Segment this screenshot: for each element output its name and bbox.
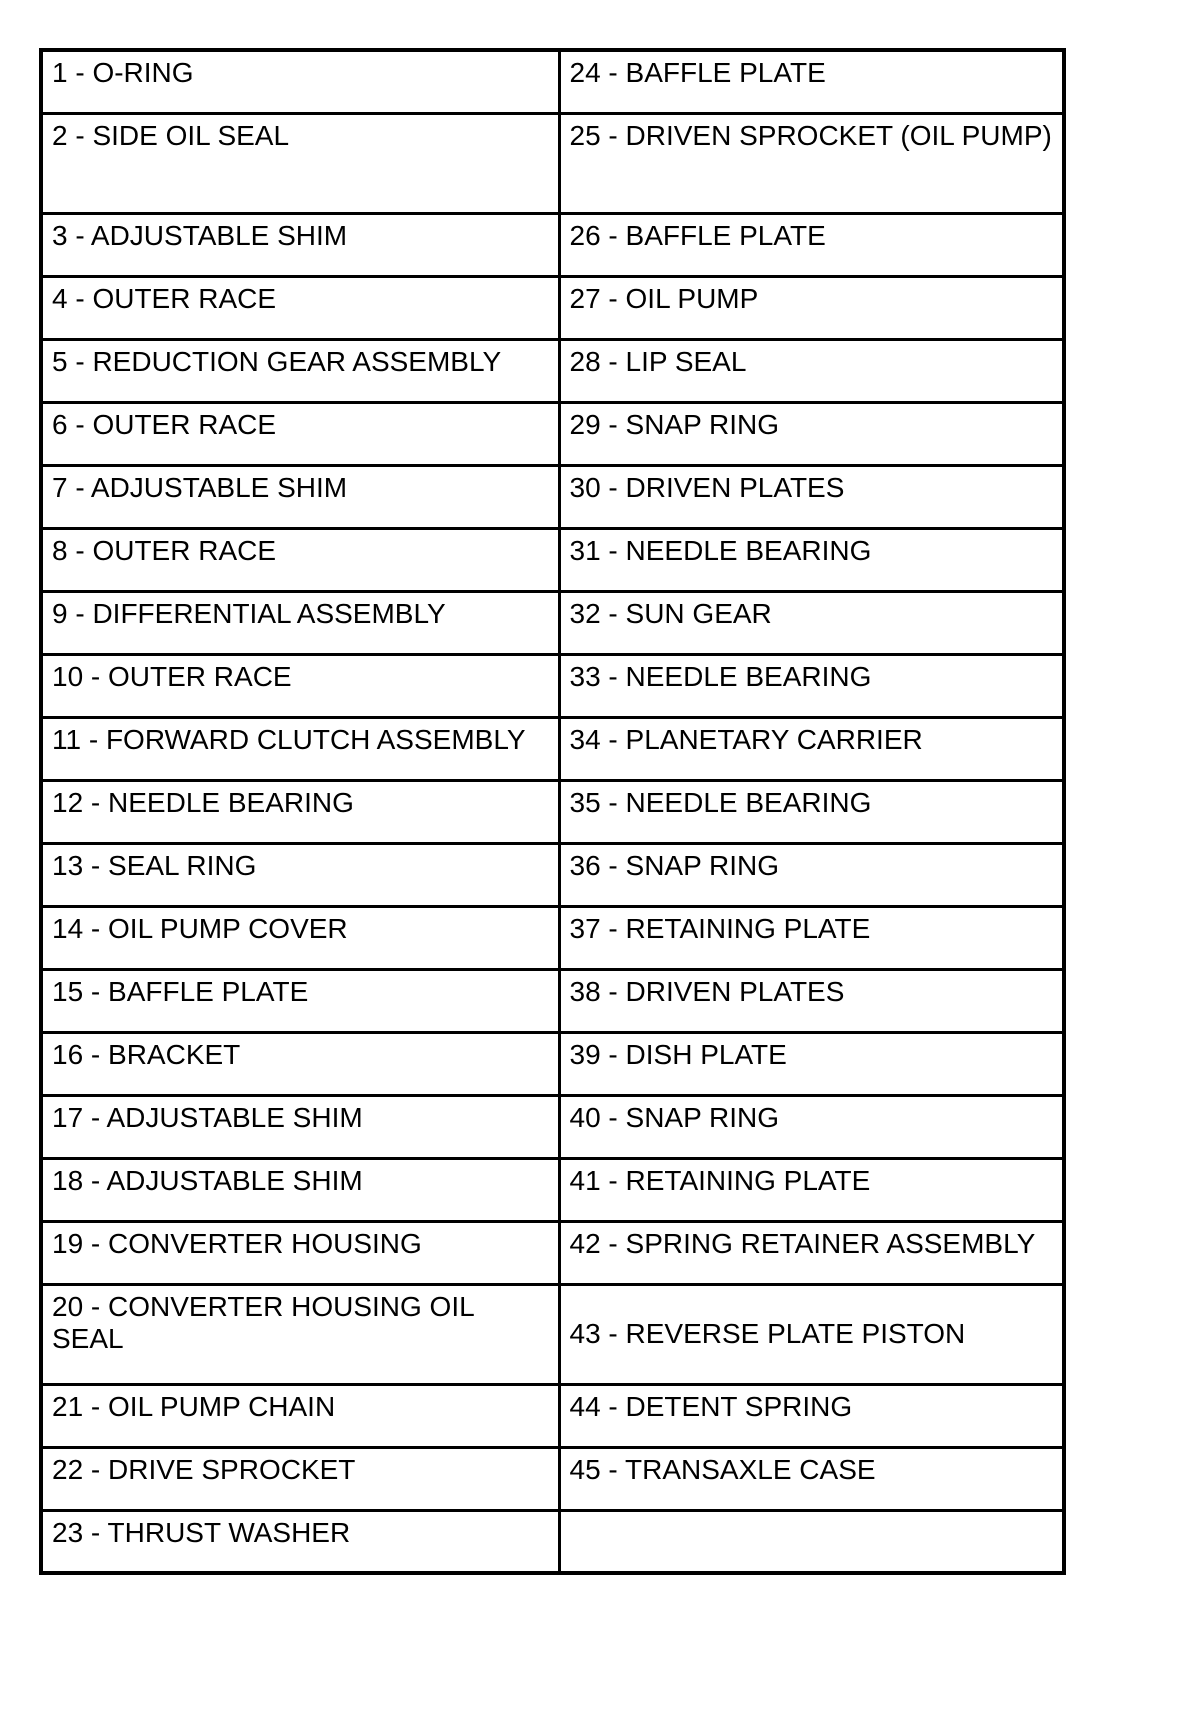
table-cell: 20 - CONVERTER HOUSING OIL SEAL	[41, 1284, 559, 1384]
table-row	[41, 717, 1064, 780]
table-row	[41, 906, 1064, 969]
table-cell: 10 - OUTER RACE	[41, 654, 559, 717]
table-row	[41, 1447, 1064, 1510]
table-cell: 12 - NEEDLE BEARING	[41, 780, 559, 843]
table-cell: 23 - THRUST WASHER	[41, 1510, 559, 1573]
table-row	[41, 402, 1064, 465]
table-cell: 28 - LIP SEAL	[559, 339, 1064, 402]
table-cell-empty	[559, 1510, 1064, 1573]
table-cell: 17 - ADJUSTABLE SHIM	[41, 1095, 559, 1158]
table-cell: 41 - RETAINING PLATE	[559, 1158, 1064, 1221]
table-cell: 35 - NEEDLE BEARING	[559, 780, 1064, 843]
table-cell: 33 - NEEDLE BEARING	[559, 654, 1064, 717]
table-cell: 13 - SEAL RING	[41, 843, 559, 906]
table-cell: 32 - SUN GEAR	[559, 591, 1064, 654]
table-cell: 42 - SPRING RETAINER ASSEMBLY	[559, 1221, 1064, 1284]
table-cell: 15 - BAFFLE PLATE	[41, 969, 559, 1032]
table-cell: 22 - DRIVE SPROCKET	[41, 1447, 559, 1510]
table-row	[41, 1221, 1064, 1284]
table-cell: 38 - DRIVEN PLATES	[559, 969, 1064, 1032]
table-cell: 2 - SIDE OIL SEAL	[41, 113, 559, 213]
table-cell: 3 - ADJUSTABLE SHIM	[41, 213, 559, 276]
table-row	[41, 969, 1064, 1032]
table-cell: 25 - DRIVEN SPROCKET (OIL PUMP)	[559, 113, 1064, 213]
table-row	[41, 276, 1064, 339]
table-cell: 24 - BAFFLE PLATE	[559, 50, 1064, 113]
table-row	[41, 213, 1064, 276]
table-cell: 16 - BRACKET	[41, 1032, 559, 1095]
table-row	[41, 780, 1064, 843]
table-row	[41, 591, 1064, 654]
table-cell: 1 - O-RING	[41, 50, 559, 113]
table-row	[41, 1095, 1064, 1158]
table-cell: 45 - TRANSAXLE CASE	[559, 1447, 1064, 1510]
table-cell: 8 - OUTER RACE	[41, 528, 559, 591]
table-row	[41, 1158, 1064, 1221]
table-cell: 5 - REDUCTION GEAR ASSEMBLY	[41, 339, 559, 402]
table-cell: 4 - OUTER RACE	[41, 276, 559, 339]
table-cell: 31 - NEEDLE BEARING	[559, 528, 1064, 591]
table-cell: 21 - OIL PUMP CHAIN	[41, 1384, 559, 1447]
table-row	[41, 113, 1064, 213]
table-row	[41, 1032, 1064, 1095]
table-cell: 39 - DISH PLATE	[559, 1032, 1064, 1095]
table-row	[41, 1510, 1064, 1573]
table-cell: 30 - DRIVEN PLATES	[559, 465, 1064, 528]
table-cell: 26 - BAFFLE PLATE	[559, 213, 1064, 276]
table-row	[41, 50, 1064, 113]
table-cell: 11 - FORWARD CLUTCH ASSEMBLY	[41, 717, 559, 780]
table-row	[41, 1384, 1064, 1447]
table-cell: 9 - DIFFERENTIAL ASSEMBLY	[41, 591, 559, 654]
table-cell: 6 - OUTER RACE	[41, 402, 559, 465]
table-row	[41, 843, 1064, 906]
table-row	[41, 465, 1064, 528]
table-cell: 34 - PLANETARY CARRIER	[559, 717, 1064, 780]
table-row	[41, 654, 1064, 717]
table-cell: 43 - REVERSE PLATE PISTON	[559, 1284, 1064, 1384]
table-cell: 7 - ADJUSTABLE SHIM	[41, 465, 559, 528]
table-cell: 40 - SNAP RING	[559, 1095, 1064, 1158]
table-cell: 37 - RETAINING PLATE	[559, 906, 1064, 969]
table-row	[41, 1284, 1064, 1384]
table-cell: 18 - ADJUSTABLE SHIM	[41, 1158, 559, 1221]
parts-legend-table	[39, 48, 1066, 1575]
table-cell: 44 - DETENT SPRING	[559, 1384, 1064, 1447]
table-row	[41, 339, 1064, 402]
table-cell: 27 - OIL PUMP	[559, 276, 1064, 339]
table-cell: 29 - SNAP RING	[559, 402, 1064, 465]
table-cell: 14 - OIL PUMP COVER	[41, 906, 559, 969]
table-cell: 19 - CONVERTER HOUSING	[41, 1221, 559, 1284]
table-row	[41, 528, 1064, 591]
table-cell: 36 - SNAP RING	[559, 843, 1064, 906]
